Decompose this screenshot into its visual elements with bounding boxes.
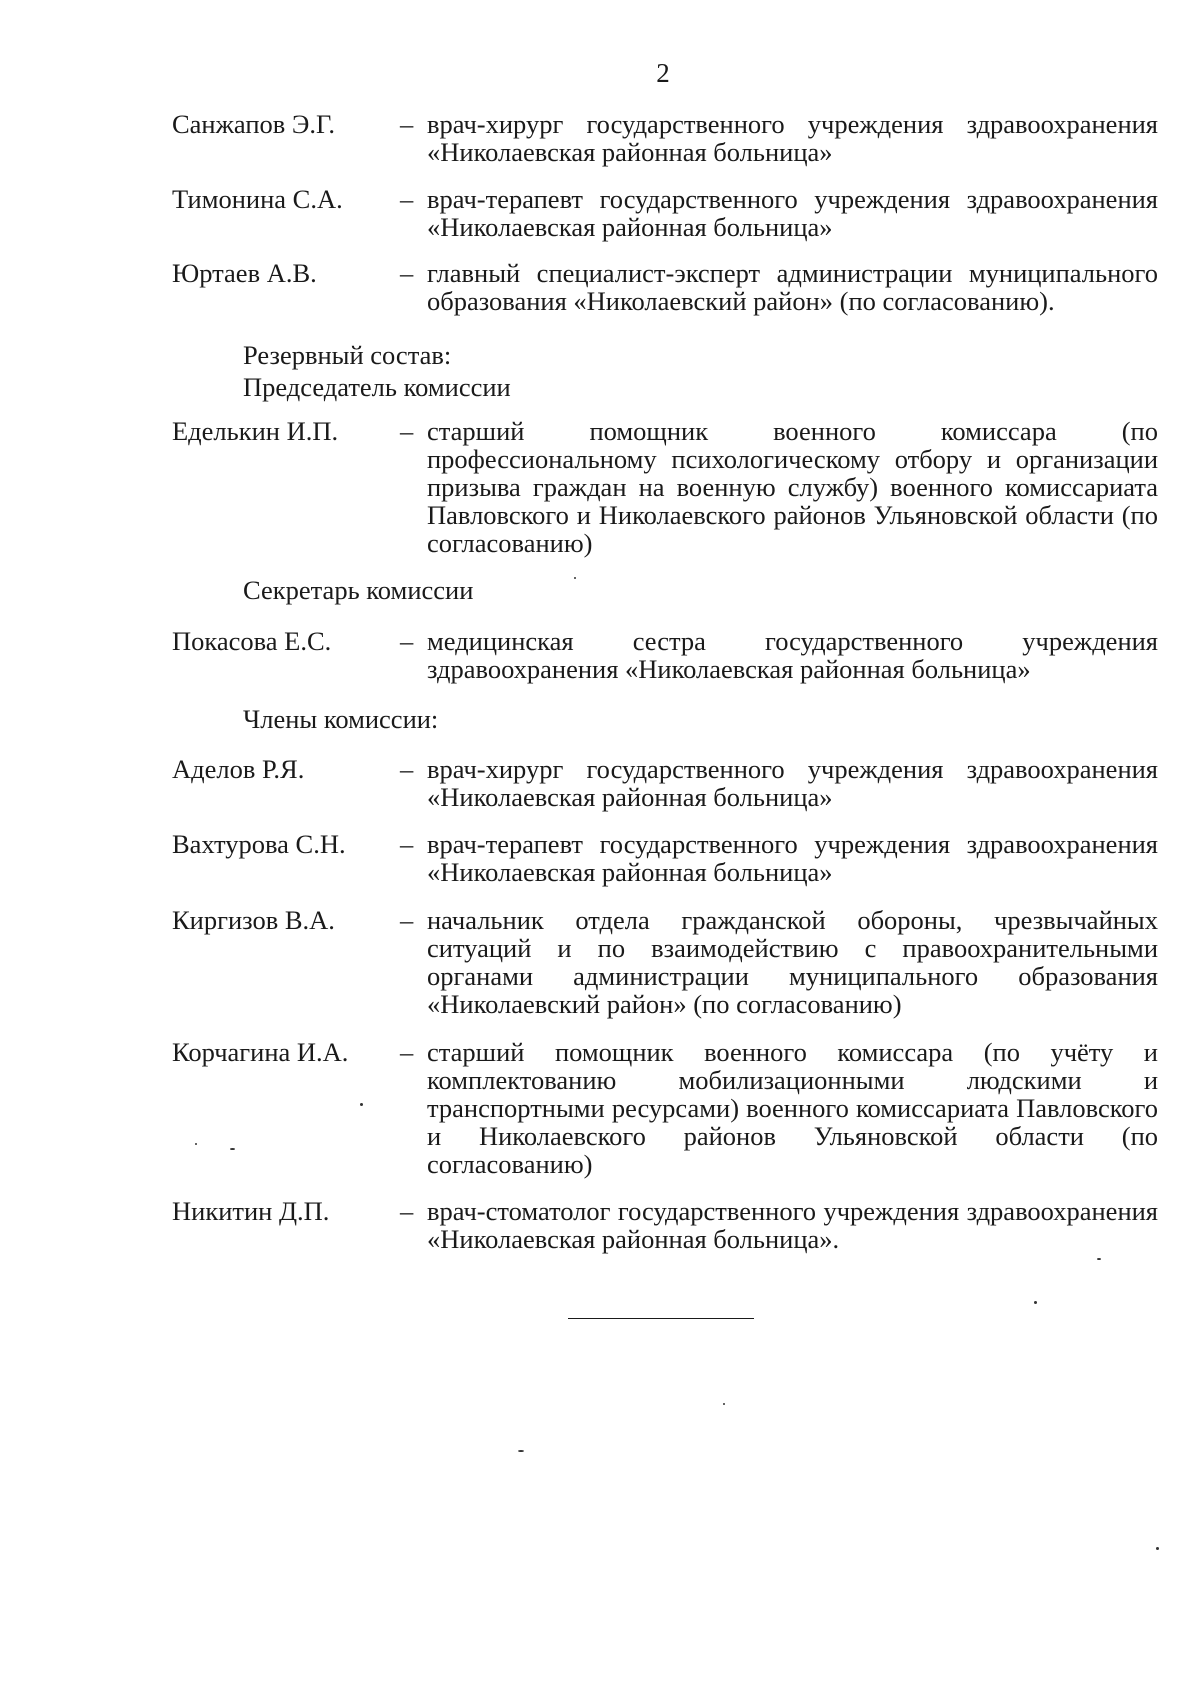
chair-name: Еделькин И.П. <box>172 416 339 446</box>
dash: – <box>400 626 414 656</box>
member-description: начальник отдела гражданской обороны, чрезвычайных ситуаций и по взаимодействию с правоохранительными органами администрации муниципального образования «Николаевский район» (по согласованию) <box>427 905 1158 1019</box>
members-heading: Члены комиссии: <box>243 704 439 734</box>
scan-speck <box>518 1450 524 1452</box>
scan-speck <box>230 1148 235 1150</box>
scan-speck <box>1034 1301 1037 1304</box>
page-number: 2 <box>656 58 670 88</box>
chair-description: старший помощник военного комиссара (по профессиональному психологическому отбору и организации призыва граждан на военную службу) военного комиссариата Павловского и Николаевского районов Ульяновской области (по согласованию) <box>427 416 1158 558</box>
scan-speck <box>574 577 576 579</box>
member-description: главный специалист-эксперт администрации муниципального образования «Николаевский район» (по согласованию). <box>427 258 1158 316</box>
member-name: Юртаев А.В. <box>172 258 317 288</box>
member-name: Вахтурова С.Н. <box>172 829 346 859</box>
member-name: Никитин Д.П. <box>172 1196 330 1226</box>
dash: – <box>400 109 414 139</box>
scan-speck <box>1097 1258 1101 1260</box>
member-description: врач-терапевт государственного учреждения здравоохранения «Николаевская районная больница» <box>427 829 1158 887</box>
member-description: врач-терапевт государственного учреждения здравоохранения «Николаевская районная больница» <box>427 184 1158 242</box>
dash: – <box>400 184 414 214</box>
secretary-name: Покасова Е.С. <box>172 626 332 656</box>
end-rule <box>568 1318 754 1319</box>
reserve-heading: Резервный состав: <box>243 340 452 370</box>
member-description: старший помощник военного комиссара (по учёту и комплектованию мобилизационными людскими и транспортными ресурсами) военного комиссариата Павловского и Николаевского районов Ульяновской области (по согласованию) <box>427 1037 1158 1179</box>
member-name: Аделов Р.Я. <box>172 754 305 784</box>
dash: – <box>400 258 414 288</box>
dash: – <box>400 905 414 935</box>
member-description: врач-хирург государственного учреждения здравоохранения «Николаевская районная больница» <box>427 754 1158 812</box>
dash: – <box>400 754 414 784</box>
member-name: Киргизов В.А. <box>172 905 335 935</box>
dash: – <box>400 416 414 446</box>
dash: – <box>400 1196 414 1226</box>
chair-heading: Председатель комиссии <box>243 372 511 402</box>
member-name: Тимонина С.А. <box>172 184 343 214</box>
secretary-description: медицинская сестра государственного учреждения здравоохранения «Николаевская районная больница» <box>427 626 1158 684</box>
member-description: врач-стоматолог государственного учреждения здравоохранения «Николаевская районная больница». <box>427 1196 1158 1254</box>
scan-speck <box>723 1403 725 1405</box>
scan-speck <box>1156 1547 1159 1550</box>
secretary-heading: Секретарь комиссии <box>243 575 474 605</box>
member-name: Санжапов Э.Г. <box>172 109 335 139</box>
dash: – <box>400 829 414 859</box>
dash: – <box>400 1037 414 1067</box>
scan-speck <box>360 1103 363 1106</box>
member-description: врач-хирург государственного учреждения здравоохранения «Николаевская районная больница» <box>427 109 1158 167</box>
member-name: Корчагина И.А. <box>172 1037 349 1067</box>
scan-speck <box>195 1143 197 1145</box>
